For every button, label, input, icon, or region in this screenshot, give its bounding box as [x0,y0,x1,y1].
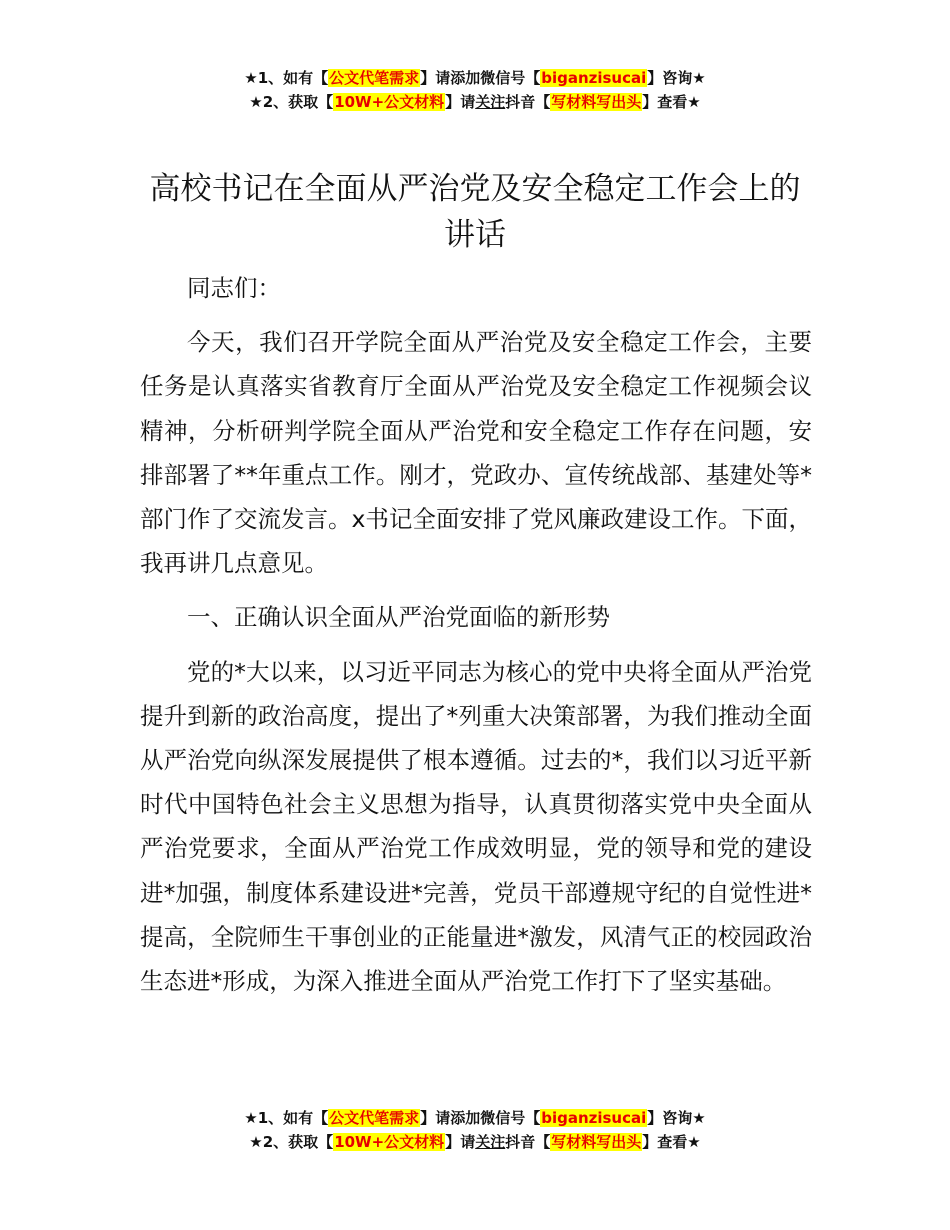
banner-highlight: 公文代笔需求 [329,69,420,87]
banner-text: 】咨询★ [647,69,706,87]
banner-text: 】请 [445,93,476,111]
banner-text: ★2、获取【 [249,93,334,111]
banner-line-1 [0,1106,950,1130]
banner-text: 】咨询★ [647,1109,706,1127]
banner-text: 】请 [445,1133,476,1151]
salutation: 同志们： [187,274,281,302]
banner-highlight: 写材料写出头 [551,1133,642,1151]
banner-text: 抖音【 [505,93,551,111]
banner-text: 】请添加微信号【 [420,1109,541,1127]
banner-line-2 [0,1130,950,1154]
banner-line-1 [0,66,950,90]
banner-highlight-wechat: biganzisucai [541,69,647,87]
banner-highlight: 10W+公文材料 [334,1133,445,1151]
banner-text: 】请添加微信号【 [420,69,541,87]
banner-highlight-wechat: biganzisucai [541,1109,647,1127]
header-banner [0,66,950,114]
banner-highlight: 10W+公文材料 [334,93,445,111]
document-title: 高校书记在全面从严治党及安全稳定工作会上的讲话 [149,171,801,253]
banner-text: ★1、如有【 [244,69,329,87]
banner-highlight: 公文代笔需求 [329,1109,420,1127]
paragraph: 今天，我们召开学院全面从严治党及安全稳定工作会，主要任务是认真落实省教育厅全面从严治党及安全稳定工作视频会议精神，分析研判学院全面从严治党和安全稳定工作存在问题，安排部署了**年重点工作。刚才，党政办、宣传统战部、基建处等*部门作了交流发言。x书记全面安排了党风廉政建设工作。下面，我再讲几点意见。 [140,328,812,578]
banner-underline: 关注 [475,1133,506,1151]
banner-text: 】查看★ [642,93,701,111]
document-body [140,266,812,1003]
footer-banner [0,1106,950,1154]
banner-text: ★2、获取【 [249,1133,334,1151]
banner-text: ★1、如有【 [244,1109,329,1127]
paragraph: 党的*大以来，以习近平同志为核心的党中央将全面从严治党提升到新的政治高度，提出了*列重大决策部署，为我们推动全面从严治党向纵深发展提供了根本遵循。过去的*，我们以习近平新时代中国特色社会主义思想为指导，认真贯彻落实党中央全面从严治党要求，全面从严治党工作成效明显，党的领导和党的建设进*加强，制度体系建设进*完善，党员干部遵规守纪的自觉性进*提高，全院师生干事创业的正能量进*激发，风清气正的校园政治生态进*形成，为深入推进全面从严治党工作打下了坚实基础。 [140,657,812,996]
banner-text: 抖音【 [505,1133,551,1151]
banner-highlight: 写材料写出头 [551,93,642,111]
banner-text: 】查看★ [642,1133,701,1151]
section-heading: 一、正确认识全面从严治党面临的新形势 [187,603,610,632]
banner-underline: 关注 [475,93,506,111]
banner-line-2 [0,90,950,114]
